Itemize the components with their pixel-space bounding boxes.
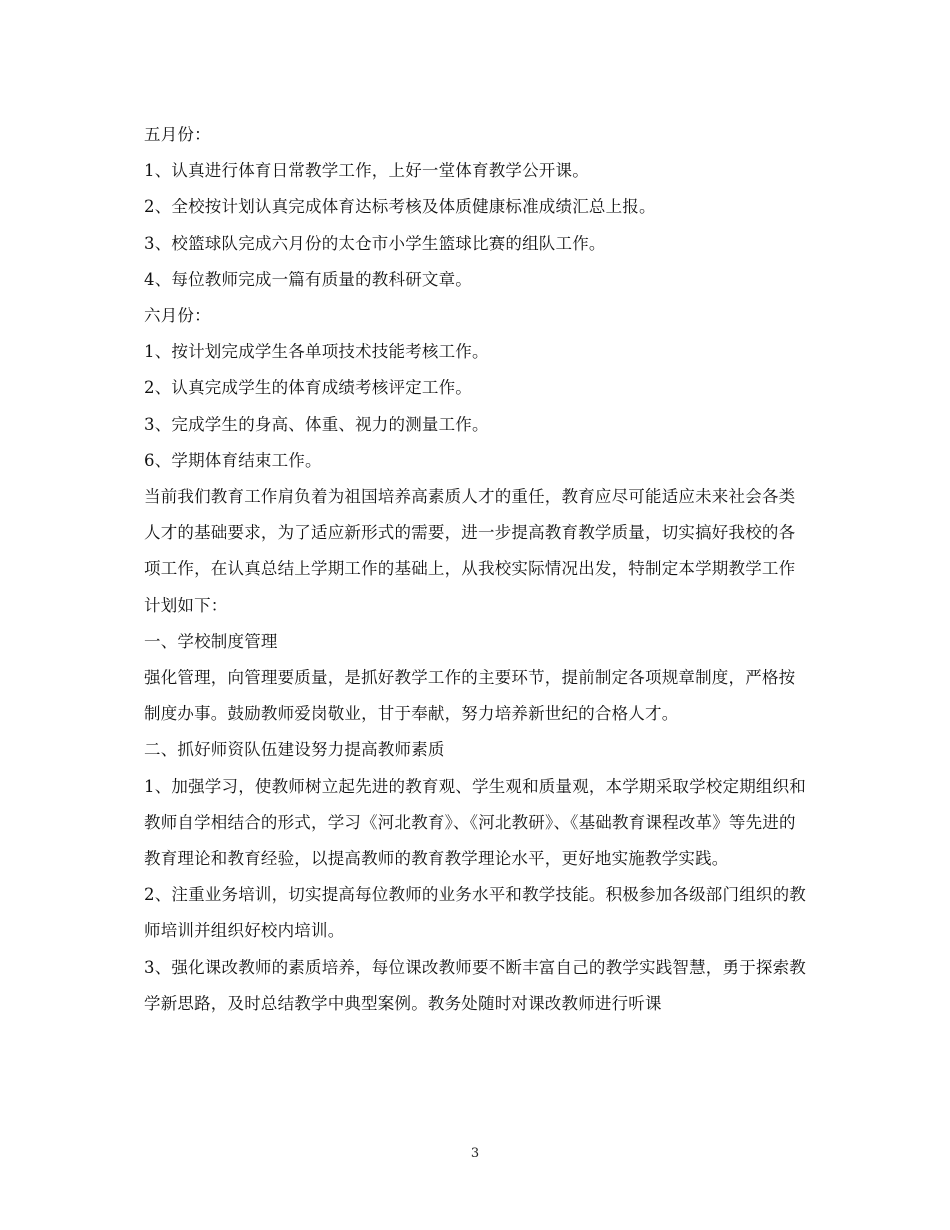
list-item: 2、认真完成学生的体育成绩考核评定工作。: [144, 378, 472, 398]
page-number: 3: [470, 1146, 480, 1161]
section-heading: 二、抓好师资队伍建设努力提高教师素质: [144, 740, 445, 760]
body-paragraph: 3、强化课改教师的素质培养，每位课改教师要不断丰富自己的教学实践智慧，勇于探索教学新思路，及时总结教学中典型案例。教务处随时对课改教师进行听课: [144, 957, 806, 1013]
heading-june: 六月份：: [144, 306, 211, 326]
list-item: 3、完成学生的身高、体重、视力的测量工作。: [144, 414, 489, 434]
list-item: 4、每位教师完成一篇有质量的教科研文章。: [144, 269, 472, 289]
section-heading: 一、学校制度管理: [144, 631, 278, 651]
body-paragraph: 1、加强学习，使教师树立起先进的教育观、学生观和质量观，本学期采取学校定期组织和教师自学相结合的形式，学习《河北教育》、《河北教研》、《基础教育课程改革》等先进的教育理论和教育经验，以提高教师的教育教学理论水平，更好地实施教学实践。: [144, 776, 806, 869]
list-item: 6、学期体育结束工作。: [144, 450, 322, 470]
body-paragraph: 2、注重业务培训，切实提高每位教师的业务水平和教学技能。积极参加各级部门组织的教师培训并组织好校内培训。: [144, 885, 806, 941]
list-item: 1、按计划完成学生各单项技术技能考核工作。: [144, 342, 489, 362]
intro-paragraph: 当前我们教育工作肩负着为祖国培养高素质人才的重任，教育应尽可能适应未来社会各类人才的基础要求，为了适应新形式的需要，进一步提高教育教学质量，切实搞好我校的各项工作，在认真总结上学期工作的基础上，从我校实际情况出发，特制定本学期教学工作计划如下：: [144, 487, 796, 615]
list-item: 1、认真进行体育日常教学工作，上好一堂体育教学公开课。: [144, 161, 589, 181]
list-item: 3、校篮球队完成六月份的太仓市小学生篮球比赛的组队工作。: [144, 233, 606, 253]
document-body: [144, 117, 808, 1022]
list-item: 2、全校按计划认真完成体育达标考核及体质健康标准成绩汇总上报。: [144, 197, 656, 217]
heading-may: 五月份：: [144, 125, 211, 144]
body-paragraph: 强化管理，向管理要质量，是抓好教学工作的主要环节，提前制定各项规章制度，严格按制度办事。鼓励教师爱岗敬业，甘于奉献，努力培养新世纪的合格人才。: [144, 668, 796, 724]
